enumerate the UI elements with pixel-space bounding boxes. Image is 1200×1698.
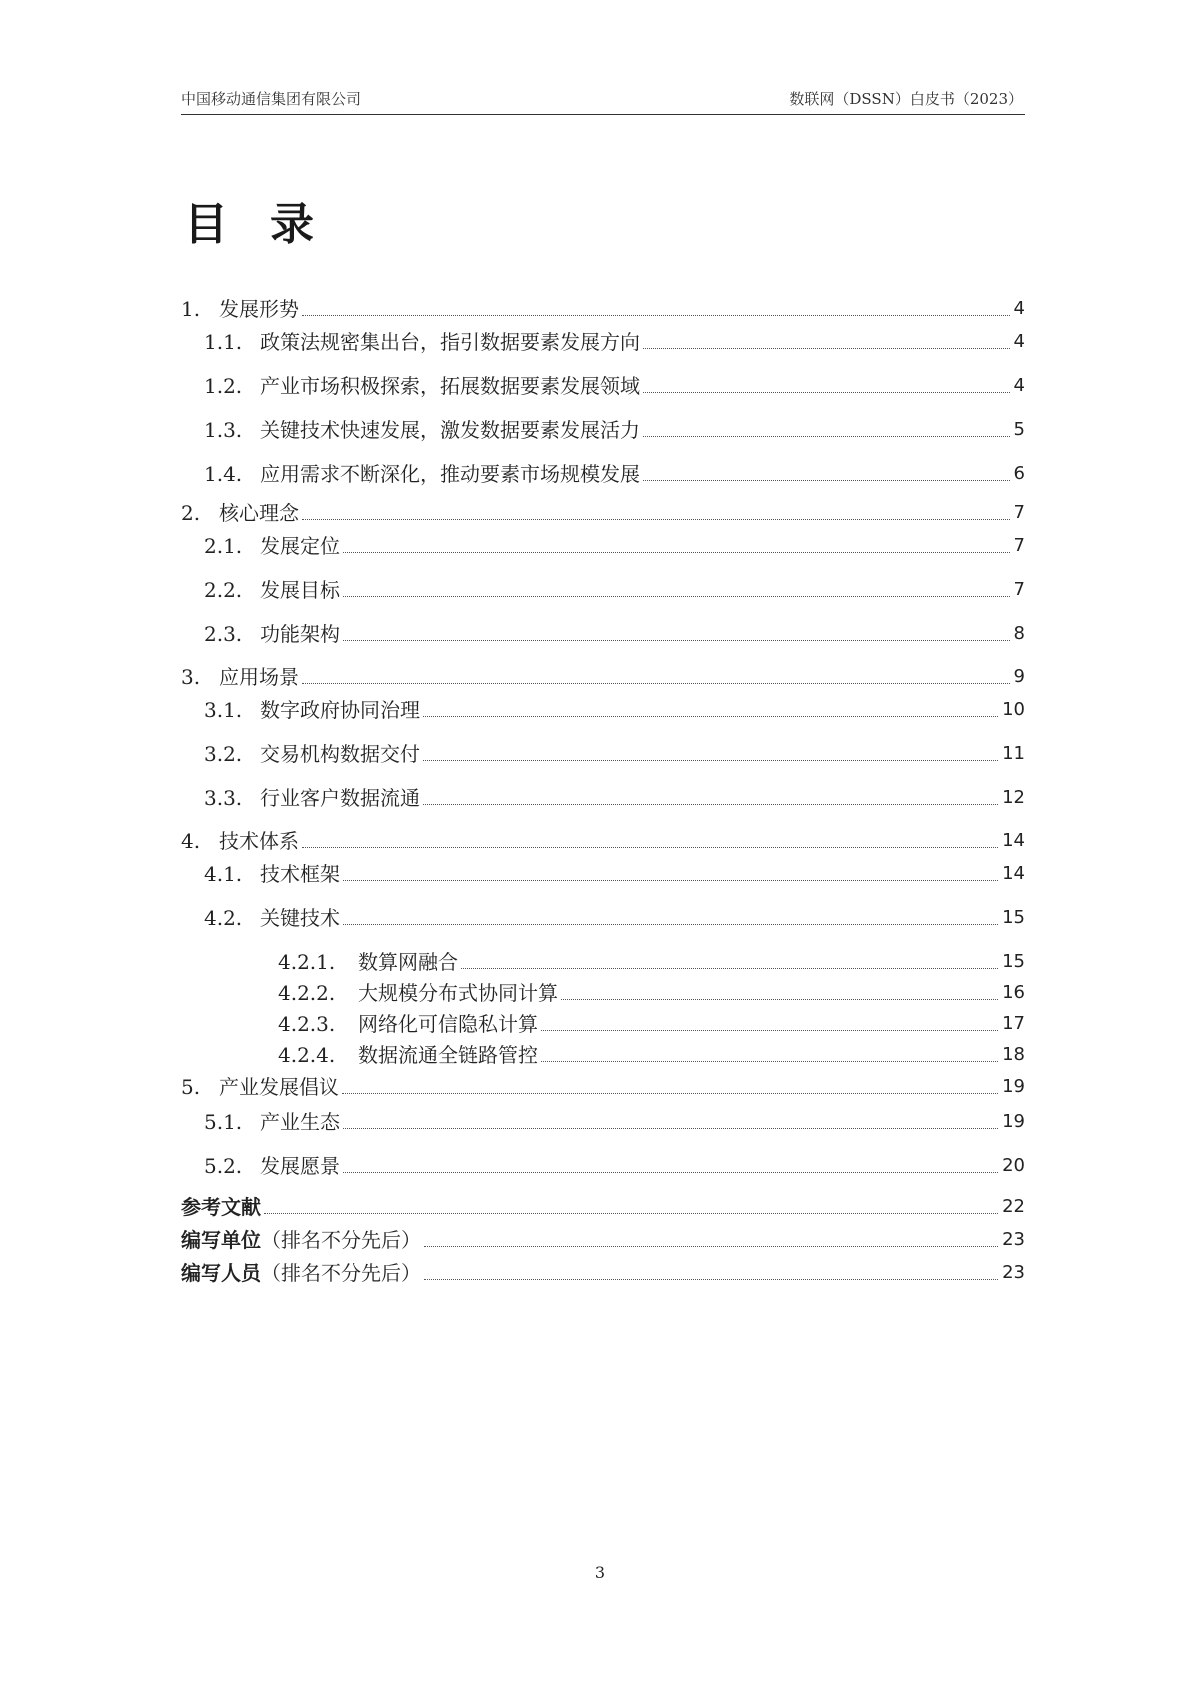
toc-page: 9: [1013, 666, 1025, 687]
toc-leader-dots: [643, 480, 1010, 481]
toc-number: 2.3.: [204, 622, 243, 646]
toc-entry-5-2[interactable]: [204, 1153, 1025, 1179]
toc-label: 应用需求不断深化，推动要素市场规模发展: [260, 462, 640, 486]
toc-page: 16: [1002, 982, 1025, 1003]
toc-label: 交易机构数据交付: [260, 742, 420, 766]
toc-leader-dots: [424, 1279, 998, 1280]
header-organization: 中国移动通信集团有限公司: [181, 90, 362, 108]
toc-page: 8: [1013, 623, 1025, 644]
toc-number: 4.2.: [204, 906, 243, 930]
toc-page: 10: [1002, 699, 1025, 720]
toc-entry-1-1[interactable]: [204, 329, 1025, 355]
toc-label: 编写人员: [181, 1261, 261, 1285]
toc-leader-dots: [343, 596, 1010, 597]
toc-label: 发展形势: [219, 297, 299, 321]
toc-page: 23: [1002, 1229, 1025, 1250]
toc-page: 11: [1002, 743, 1025, 764]
toc-number: 5.2.: [204, 1154, 243, 1178]
toc-page: 7: [1013, 535, 1025, 556]
toc-leader-dots: [343, 552, 1010, 553]
toc-leader-dots: [302, 847, 998, 848]
toc-page: 6: [1013, 463, 1025, 484]
toc-number: 1.4.: [204, 462, 243, 486]
toc-label: 发展愿景: [260, 1154, 340, 1178]
toc-entry-2-1[interactable]: [204, 533, 1025, 559]
toc-label: 技术体系: [219, 829, 299, 853]
toc-leader-dots: [343, 640, 1010, 641]
toc-page: 15: [1002, 907, 1025, 928]
toc-page: 19: [1002, 1111, 1025, 1132]
toc-leader-dots: [342, 1093, 998, 1094]
toc-label: 产业发展倡议: [219, 1075, 339, 1099]
toc-page: 15: [1002, 951, 1025, 972]
toc-label: 大规模分布式协同计算: [358, 981, 558, 1005]
toc-leader-dots: [643, 392, 1010, 393]
toc-entry-1-4[interactable]: [204, 461, 1025, 487]
toc-label: 数字政府协同治理: [260, 698, 420, 722]
toc-entry-references[interactable]: [181, 1194, 1025, 1220]
toc-leader-dots: [423, 716, 998, 717]
toc-leader-dots: [302, 519, 1010, 520]
toc-entry-2[interactable]: [181, 500, 1025, 526]
toc-number: 3.1.: [204, 698, 243, 722]
toc-label: 产业生态: [260, 1110, 340, 1134]
toc-page: 14: [1002, 863, 1025, 884]
toc-number: 5.1.: [204, 1110, 243, 1134]
toc-page: 7: [1013, 579, 1025, 600]
toc-label-suffix: （排名不分先后）: [261, 1228, 421, 1252]
toc-number: 4.2.2.: [278, 981, 336, 1005]
toc-number: 3.: [181, 665, 201, 689]
toc-entry-1-3[interactable]: [204, 417, 1025, 443]
toc-leader-dots: [643, 436, 1010, 437]
toc-leader-dots: [343, 880, 998, 881]
toc-number: 1.2.: [204, 374, 243, 398]
toc-number: 2.: [181, 501, 201, 525]
toc-entry-3-3[interactable]: [204, 785, 1025, 811]
toc-number: 2.1.: [204, 534, 243, 558]
toc-number: 3.2.: [204, 742, 243, 766]
toc-page: 4: [1013, 298, 1025, 319]
toc-entry-2-2[interactable]: [204, 577, 1025, 603]
toc-entry-5[interactable]: [181, 1074, 1025, 1100]
toc-entry-4-2-3[interactable]: [278, 1011, 1025, 1037]
toc-page: 20: [1002, 1155, 1025, 1176]
toc-label: 关键技术快速发展，激发数据要素发展活力: [260, 418, 640, 442]
toc-leader-dots: [302, 315, 1010, 316]
toc-page: 14: [1002, 830, 1025, 851]
toc-leader-dots: [541, 1061, 998, 1062]
toc-label: 功能架构: [260, 622, 340, 646]
toc-label: 发展目标: [260, 578, 340, 602]
toc-page: 4: [1013, 331, 1025, 352]
toc-page: 23: [1002, 1262, 1025, 1283]
toc-label: 参考文献: [181, 1195, 261, 1219]
toc-label: 应用场景: [219, 665, 299, 689]
toc-leader-dots: [561, 999, 998, 1000]
toc-label: 技术框架: [260, 862, 340, 886]
toc-number: 1.3.: [204, 418, 243, 442]
toc-number: 4.2.1.: [278, 950, 336, 974]
toc-page: 7: [1013, 502, 1025, 523]
toc-label: 产业市场积极探索，拓展数据要素发展领域: [260, 374, 640, 398]
toc-leader-dots: [264, 1213, 998, 1214]
toc-leader-dots: [343, 1172, 998, 1173]
toc-entry-authoring-units[interactable]: [181, 1227, 1025, 1253]
toc-entry-1[interactable]: [181, 296, 1025, 322]
toc-entry-1-2[interactable]: [204, 373, 1025, 399]
toc-leader-dots: [423, 804, 998, 805]
toc-entry-3-1[interactable]: [204, 697, 1025, 723]
toc-page: 18: [1002, 1044, 1025, 1065]
toc-entry-2-3[interactable]: [204, 621, 1025, 647]
toc-entry-4-1[interactable]: [204, 861, 1025, 887]
toc-entry-3[interactable]: [181, 664, 1025, 690]
header-document-title: 数联网（DSSN）白皮书（2023）: [789, 90, 1023, 108]
toc-leader-dots: [461, 968, 998, 969]
toc-leader-dots: [643, 348, 1010, 349]
toc-number: 5.: [181, 1075, 201, 1099]
toc-entry-4[interactable]: [181, 828, 1025, 854]
toc-leader-dots: [343, 924, 998, 925]
toc-label: 核心理念: [219, 501, 299, 525]
toc-number: 4.1.: [204, 862, 243, 886]
toc-label-suffix: （排名不分先后）: [261, 1261, 421, 1285]
toc-entry-4-2[interactable]: [204, 905, 1025, 931]
toc-leader-dots: [423, 760, 998, 761]
toc-label: 网络化可信隐私计算: [358, 1012, 538, 1036]
toc-label: 发展定位: [260, 534, 340, 558]
toc-entry-5-1[interactable]: [204, 1109, 1025, 1135]
toc-number: 1.: [181, 297, 201, 321]
toc-page: 12: [1002, 787, 1025, 808]
toc-number: 4.2.3.: [278, 1012, 336, 1036]
toc-leader-dots: [343, 1128, 998, 1129]
toc-label: 关键技术: [260, 906, 340, 930]
toc-title: 目录: [184, 199, 356, 250]
toc-number: 2.2.: [204, 578, 243, 602]
toc-entry-4-2-4[interactable]: [278, 1042, 1025, 1068]
toc-label: 政策法规密集出台，指引数据要素发展方向: [260, 330, 640, 354]
toc-entry-3-2[interactable]: [204, 741, 1025, 767]
toc-page: 19: [1002, 1076, 1025, 1097]
toc-number: 4.: [181, 829, 201, 853]
toc-label: 行业客户数据流通: [260, 786, 420, 810]
toc-page: 17: [1002, 1013, 1025, 1034]
toc-label: 数据流通全链路管控: [358, 1043, 538, 1067]
toc-entry-authors[interactable]: [181, 1260, 1025, 1286]
toc-leader-dots: [541, 1030, 998, 1031]
toc-page: 22: [1002, 1196, 1025, 1217]
page-header: [181, 86, 1025, 115]
toc-number: 4.2.4.: [278, 1043, 336, 1067]
toc-label: 数算网融合: [358, 950, 458, 974]
page-number: 3: [594, 1563, 606, 1582]
toc-entry-4-2-1[interactable]: [278, 949, 1025, 975]
toc-leader-dots: [424, 1246, 998, 1247]
toc-label: 编写单位: [181, 1228, 261, 1252]
toc-page: 5: [1013, 419, 1025, 440]
toc-number: 3.3.: [204, 786, 243, 810]
toc-number: 1.1.: [204, 330, 243, 354]
toc-page: 4: [1013, 375, 1025, 396]
toc-leader-dots: [302, 683, 1010, 684]
toc-entry-4-2-2[interactable]: [278, 980, 1025, 1006]
